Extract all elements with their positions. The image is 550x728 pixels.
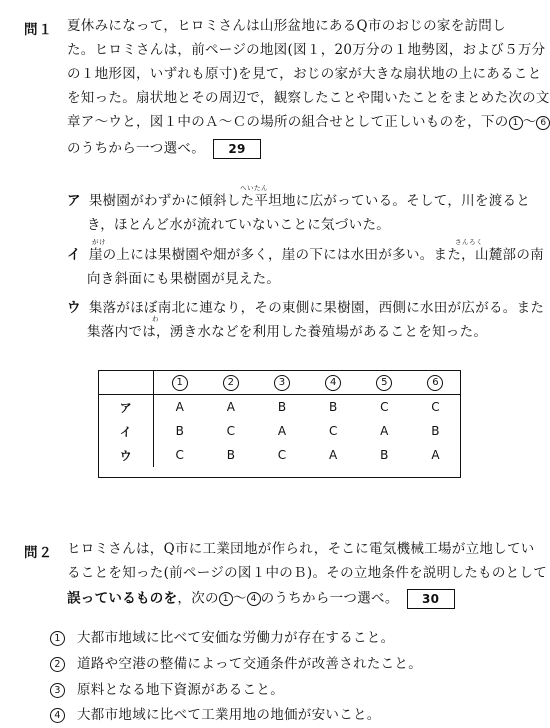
q1-text-line-3: の１地形図，いずれも原寸)を見て，おじの家が大きな扇状地の上にあること: [67, 66, 542, 82]
q1-range-start: 1: [509, 116, 523, 130]
table-cell: B: [175, 424, 184, 438]
q1-text-line-1: 夏休みになって，ヒロミさんは山形盆地にあるQ市のおじの家を訪問し: [67, 18, 506, 34]
answer-box-29[interactable]: 29: [213, 139, 261, 159]
q2-text-line-1: ヒロミさんは，Q市に工業団地が作られ，そこに電気機械工場が立地してい: [67, 541, 535, 557]
answer-box-30[interactable]: 30: [407, 589, 455, 609]
table-cell: B: [380, 448, 389, 462]
statement-a-line-2: き，ほとんど水が流れていないことに気づいた。: [87, 217, 391, 233]
q1-text-line-4: を知った。扇状地とその周辺で，観察したことや聞いたことをまとめた次の文: [67, 90, 550, 106]
table-cell: A: [380, 424, 389, 438]
statement-i-line-2: 向き斜面にも果樹園が見えた。: [87, 271, 281, 287]
statement-u-mark: ウ: [67, 300, 81, 316]
statement-i-line-1: [67, 246, 544, 264]
q1-range-end: 6: [536, 116, 550, 130]
table-header-cell: 5: [359, 370, 410, 395]
option-number-4: 4: [50, 708, 65, 723]
ruby-heitan: へいたん: [240, 184, 268, 192]
ruby-waki: わ: [152, 315, 159, 323]
table-header-cell: 3: [256, 370, 307, 395]
q2-option-3[interactable]: [50, 681, 284, 699]
option-text-1: 大都市地域に比べて安価な労働力が存在すること。: [77, 630, 395, 646]
option-text-4: 大都市地域に比べて工業用地の地価が安いこと。: [77, 707, 381, 723]
option-text-2: 道路や空港の整備によって交通条件が改善されたこと。: [77, 656, 422, 672]
q2-option-2[interactable]: [50, 655, 422, 673]
table-cell: C: [431, 400, 440, 414]
table-cell: C: [226, 424, 236, 438]
table-cell: A: [277, 424, 287, 438]
table-corner: [98, 370, 154, 395]
statement-u-line-1: [67, 299, 544, 317]
q2-after-bold-suffix: のうちから一つ選べ。: [260, 590, 399, 607]
table-cell: A: [226, 400, 235, 414]
statement-u-text-1: 集落がほぼ南北に連なり，その東側に果樹園，西側に水田が広がる。また: [88, 300, 545, 316]
q2-range-start: 1: [219, 592, 233, 606]
statement-i-mark: イ: [67, 247, 81, 263]
table-cell: B: [226, 448, 235, 462]
statement-a-mark: ア: [67, 193, 81, 209]
table-header-cell: 1: [154, 370, 206, 395]
table-row: [98, 395, 461, 420]
option-text-3: 原料となる地下資源があること。: [77, 682, 284, 698]
q2-text-line-3: [67, 589, 455, 609]
question-1-label: 問１: [24, 22, 53, 38]
statement-u-line-2: 集落内では，湧き水などを利用した養殖場があることを知った。: [87, 324, 488, 340]
table-header-cell: 6: [410, 370, 461, 395]
table-row: [98, 419, 461, 443]
q1-text-line-2: た。ヒロミさんは，前ページの地図(図１，20万分の１地勢図，および５万分: [67, 42, 546, 58]
table-cell: A: [175, 400, 184, 414]
option-number-1: 1: [50, 631, 65, 646]
table-row-label: ア: [98, 395, 154, 420]
table-cell: C: [277, 448, 287, 462]
table-header-cell: 2: [205, 370, 256, 395]
table-row-label: イ: [98, 419, 154, 443]
statement-a-line-1: [67, 192, 530, 210]
q2-option-4[interactable]: [50, 706, 381, 724]
table-cell: A: [329, 448, 338, 462]
answer-combination-table: [98, 370, 461, 467]
ruby-sanroku: さんろく: [455, 238, 483, 246]
q2-range-end: 4: [247, 592, 261, 606]
q2-range-sep: ～: [232, 590, 247, 607]
ruby-gake: がけ: [92, 238, 106, 246]
table-cell: C: [175, 448, 184, 462]
q1-text-line-6: [67, 139, 261, 159]
question-2-label: 問２: [24, 545, 53, 561]
table-header-cell: 4: [308, 370, 359, 395]
q1-text-line-5-text: 章ア～ウと，図１中のＡ～Ｃの場所の組合せとして正しいものを，下の: [67, 114, 509, 130]
table-row: [98, 443, 461, 467]
option-number-2: 2: [50, 657, 65, 672]
statement-i-text-1: 崖の上には果樹園や畑が多く，崖の下には水田が多い。また，山麓部の南: [88, 247, 544, 263]
table-cell: B: [277, 400, 287, 414]
option-number-3: 3: [50, 683, 65, 698]
table-header-row: [98, 370, 461, 395]
statement-a-text-1: 果樹園がわずかに傾斜した平坦地に広がっている。そして，川を渡ると: [88, 193, 531, 209]
table-cell: C: [380, 400, 389, 414]
q1-text-line-5: [67, 113, 550, 131]
q2-option-1[interactable]: [50, 629, 394, 647]
table-cell: B: [431, 424, 440, 438]
q1-range-sep: ～: [522, 114, 537, 130]
table-cell: C: [328, 424, 338, 438]
q1-last-line-text: のうちから一つ選べ。: [67, 140, 205, 157]
table-row-label: ウ: [98, 443, 154, 467]
q2-text-line-2: ることを知った(前ページの図１中のＢ)。その立地条件を説明したものとして: [67, 565, 548, 581]
q2-bold-phrase: 誤っているものを: [67, 590, 178, 607]
q2-after-bold-prefix: ，次の: [177, 590, 219, 607]
table-cell: B: [329, 400, 338, 414]
table-cell: A: [431, 448, 440, 462]
